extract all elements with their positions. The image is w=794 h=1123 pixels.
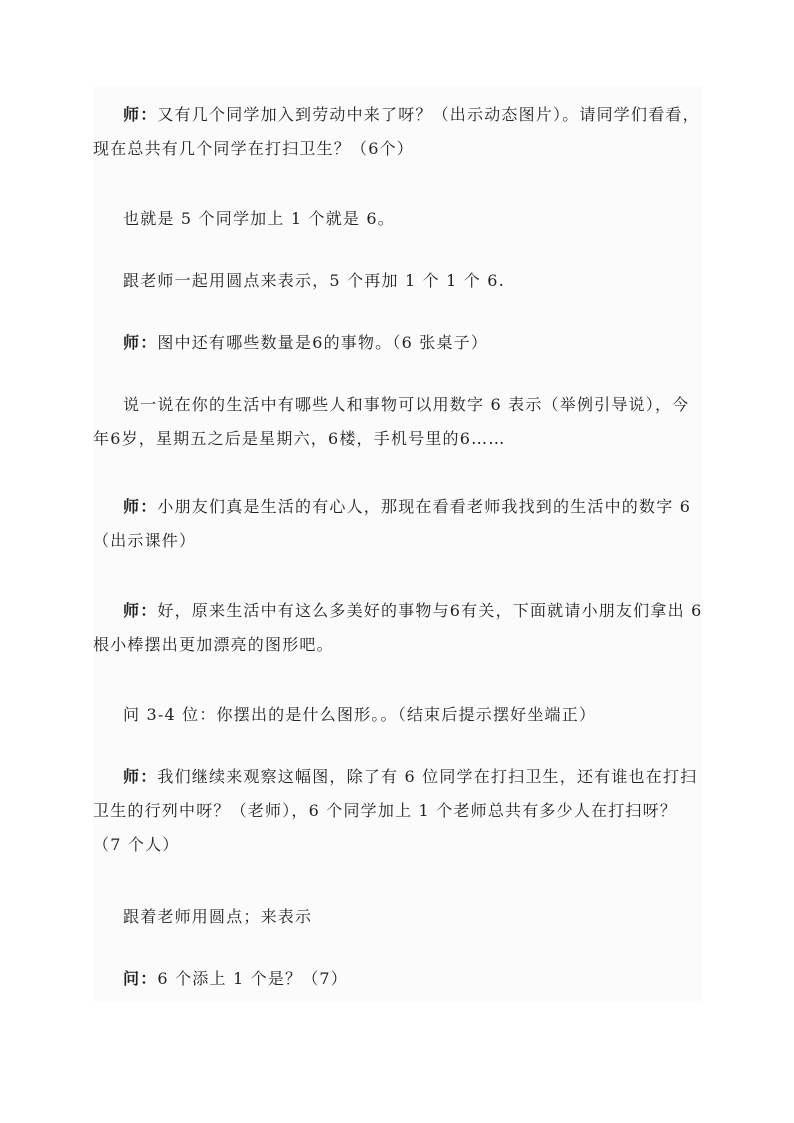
speaker-label: 师： xyxy=(123,105,158,124)
paragraph-6 xyxy=(93,490,703,558)
paragraph-text: 好，原来生活中有这么多美好的事物与6有关，下面就请小朋友们拿出 6 根小棒摆出更加漂亮的图形吧。 xyxy=(93,601,703,654)
paragraph-4 xyxy=(93,326,703,360)
paragraph-text: 也就是 5 个同学加上 1 个就是 6。 xyxy=(123,209,395,228)
paragraph-text: 图中还有哪些数量是6的事物。（6 张桌子） xyxy=(157,333,489,352)
speaker-label: 师： xyxy=(123,333,158,352)
speaker-label: 师： xyxy=(123,767,158,786)
paragraph-5 xyxy=(93,388,703,456)
speaker-label: 问： xyxy=(123,969,158,988)
paragraph-8 xyxy=(93,698,703,732)
paragraph-text: 又有几个同学加入到劳动中来了呀？（出示动态图片）。请同学们看看，现在总共有几个同学在打扫卫生？（6个） xyxy=(93,105,700,158)
paragraph-text: 跟老师一起用圆点来表示，5 个再加 1 个 1 个 6. xyxy=(123,271,505,290)
paragraph-text: 小朋友们真是生活的有心人，那现在看看老师我找到的生活中的数字 6（出示课件） xyxy=(93,497,692,550)
speaker-label: 师： xyxy=(123,497,158,516)
paragraph-9 xyxy=(93,760,703,862)
speaker-label: 师： xyxy=(123,601,158,620)
paragraph-text: 6 个添上 1 个是？（7） xyxy=(157,969,349,988)
paragraph-10 xyxy=(93,900,703,934)
paragraph-text: 我们继续来观察这幅图，除了有 6 位同学在打扫卫生，还有谁也在打扫卫生的行列中呀？（老师），6 个同学加上 1 个老师总共有多少人在打扫呀？（7 个人） xyxy=(93,767,698,854)
paragraph-text: 问 3-4 位：你摆出的是什么图形。。（结束后提示摆好坐端正） xyxy=(123,705,597,724)
paragraph-text: 说一说在你的生活中有哪些人和事物可以用数字 6 表示（举例引导说），今年6岁，星期五之后是星期六，6楼，手机号里的6…… xyxy=(93,395,690,448)
paragraph-1 xyxy=(93,98,703,166)
paragraph-2 xyxy=(93,202,703,236)
paragraph-11 xyxy=(93,962,703,996)
paragraph-7 xyxy=(93,594,703,662)
document-body xyxy=(93,86,703,1001)
paragraph-3 xyxy=(93,264,703,298)
paragraph-text: 跟着老师用圆点；来表示 xyxy=(123,907,313,926)
